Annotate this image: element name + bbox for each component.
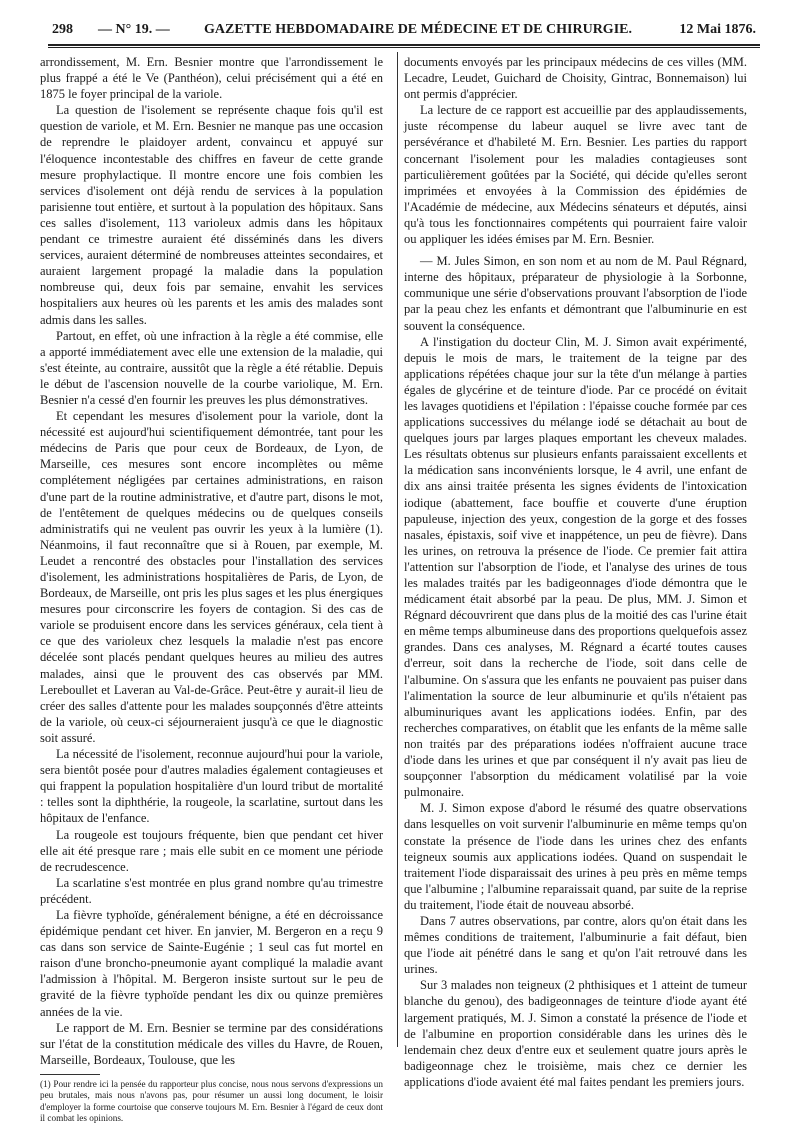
- issue-number: — N° 19. —: [98, 22, 170, 37]
- paragraph: arrondissement, M. Ern. Besnier montre que l'arrondissement le plus frappé a été le Ve (Panthéon), celui précisément qui a été en 1875 le foyer principal de la variole.: [40, 55, 383, 102]
- paragraph: A l'instigation du docteur Clin, M. J. Simon avait expérimenté, depuis le mois de mars, le traitement de la teigne par des applications répétées chaque jour sur la tête d'un mélange à parties égales de glycérine et de teinture d'iode. Par ce procédé on évitait les lavages quotidiens et l'épilation : l'épaisse couche formée par ces applications successives du mélange iodé se détachait au bout de quelques jours par larges plaques emportant les cheveux malades. Les résultats obtenus sur plusieurs enfants paraissaient excellents et la médication sans inconvénients lorsque, le 4 avril, une enfant de dix ans ainsi traitée présenta les signes évidents de l'intoxication iodique (abattement, face bouffie et couverte d'une éruption papuleuse, injection des yeux, congestion de la gorge et des fosses nasales, épistaxis, soif vive et inappétence, un peu de fièvre). Dans les urines, on retrouva la présence de l'iode. Ce premier fait attira l'attention sur l'absorption de l'iode, et l'analyse des urines de tous les malades traités par les badigeonnages d'iode démontra que le médicament était absorbé par la peau. De plus, MM. J. Simon et Régnard découvrirent que dans plus de la moitié des cas l'urine était en même temps albumineuse dans des proportions quelquefois assez grandes. Dans ces analyses, M. Régnard a écarté toutes causes d'erreur, soit dans la recherche de l'iode, soit dans celle de l'albumine. On s'assura que les enfants ne pouvaient pas puiser dans l'alimentation la source de leur albuminurie et qu'ils n'étaient pas albuminuriques avant les applications iodées. Enfin, par des recherches comparatives, on établit que les enfants de la même salle non traités par des préparations iodées n'offraient aucune trace d'iode dans les urines et que par conséquent il n'y avait pas lieu de soupçonner l'absorption du médicament volatilisé par la voie pulmonaire.: [404, 334, 747, 800]
- paragraph: La rougeole est toujours fréquente, bien que pendant cet hiver elle ait été presque rare ; mais elle subit en ce moment une période de recrudescence.: [40, 827, 383, 874]
- paragraph: Partout, en effet, où une infraction à la règle a été commise, elle a apporté immédiatement avec elle une extension de la maladie, qui s'est éteinte, au contraire, aussitôt que la règle a été rétablie. Depuis le début de l'ascension nouvelle de la courbe variolique, M. Ern. Besnier n'a cessé d'en fournir les preuves les plus démonstratives.: [40, 328, 383, 407]
- journal-title: GAZETTE HEBDOMADAIRE DE MÉDECINE ET DE CHIRURGIE.: [204, 22, 632, 37]
- paragraph: La nécessité de l'isolement, reconnue aujourd'hui pour la variole, sera bientôt posée pour d'autres maladies également contagieuses et qui frappent la population hospitalière d'un lourd tribut de mortalité : telles sont la diphthérie, la rougeole, la scarlatine, surtout dans les hôpitaux de l'enfance.: [40, 747, 383, 826]
- left-column: [40, 54, 383, 1124]
- paragraph: La question de l'isolement se représente chaque fois qu'il est question de variole, et M. Ern. Besnier ne manque pas une occasion de reprendre le plaidoyer ardent, convaincu et appuyé sur l'éloquence incontestable des chiffres en faveur de cette grande mesure prophylactique. Il montre encore une fois combien les services d'isolement ont déjà rendu de services à la population parisienne tout entière, et surtout à la population des hôpitaux. Sans ces salles d'isolement, 113 varioleux admis dans les hôpitaux pendant ce trimestre auraient été disséminés dans les divers services, auraient déterminé de nombreuses atteintes secondaires, et auraient largement propagé la maladie dans la population nombreuse qui, deux fois par semaine, envahit les services hospitaliers aux heures où les parents et les amis des malades sont admis dans les salles.: [40, 103, 383, 327]
- footnote: (1) Pour rendre ici la pensée du rapporteur plus concise, nous nous servons d'expressions un peu brutales, mais nous n'avons pas, pour résumer un aussi long document, le loisir d'employer la forme courtoise que conserve toujours M. Ern. Besnier à l'égard de ceux dont il combat les opinions.: [40, 1078, 383, 1124]
- paragraph: Et cependant les mesures d'isolement pour la variole, dont la nécessité est aujourd'hui scientifiquement démontrée, tant pour les médecins de Paris que pour ceux de Bordeaux, de Lyon, de Marseille, ces mesures sont encore incomplètes ou même complétement négligées par certaines administrations, en raison d'une part de la routine administrative, et d'autre part, disons le mot, de l'entêtement de quelques médecins ou de quelques conseils administratifs qui ne veulent pas ouvrir les yeux à la lumière (1). Néanmoins, il faut reconnaître que si à Rouen, par exemple, M. Leudet a rencontré des obstacles pour l'installation des services d'isolement, les administrations hospitalières de Paris, de Lyon, de Bordeaux, de Marseille, ont pris les plus sages et les plus énergiques mesures pour circonscrire les foyers de contagion. Si des cas de variole se produisent encore dans les services généraux, cela tient à ce que des varioleux chez lesquels la maladie n'est pas encore décelée sont placés pendant quelques heures au milieu des autres malades, ainsi que le prouvent des cas observés par MM. Lereboullet et Laveran au Val-de-Grâce. Peut-être y aurait-il lieu de créer des salles d'attente pour les malades soupçonnés d'être atteints de la variole, où ceux-ci séjourneraient jusqu'à ce que le diagnostic soit assuré.: [40, 409, 383, 745]
- running-header: [48, 22, 760, 44]
- paragraph: Le rapport de M. Ern. Besnier se termine par des considérations sur l'état de la constitution médicale des villes du Havre, de Rouen, Marseille, Bordeaux, Toulouse, que les: [40, 1020, 383, 1067]
- paragraph: — M. Jules Simon, en son nom et au nom de M. Paul Régnard, interne des hôpitaux, préparateur de physiologie à la Sorbonne, communique une série d'observations prouvant l'absorption de l'iode par la peau chez les enfants et démontrant que l'albuminurie en est souvent la conséquence.: [404, 254, 747, 333]
- paragraph: documents envoyés par les principaux médecins de ces villes (MM. Lecadre, Leudet, Guichard de Choisity, Gintrac, Bonnemaison) lui ont permis d'apprécier.: [404, 55, 747, 102]
- paragraph: La fièvre typhoïde, généralement bénigne, a été en décroissance épidémique pendant cet hiver. En janvier, M. Bergeron en a reçu 9 cas dans son service de Sainte-Eugénie ; 1 seul cas fut mortel en raison d'une broncho-pneumonie ayant compliqué la maladie avant l'admission à l'hôpital. M. Bergeron insiste surtout sur le peu de gravité de la fièvre typhoïde pendant les dix ou quinze premières années de la vie.: [40, 907, 383, 1019]
- footnote-rule: [40, 1074, 100, 1075]
- paragraph: La lecture de ce rapport est accueillie par des applaudissements, juste récompense du labeur auquel se livre avec tant de persévérance et d'habileté M. Ern. Besnier. Les parties du rapport concernant l'isolement pour les maladies contagieuses sont particulièrement goûtées par la Société, qui décide qu'elles seront imprimées et envoyées à la Commission des épidémies de l'Académie de médecine, aux Médecins sénateurs et députés, ainsi qu'à tous les fonctionnaires compétents qui pourraient faire valoir ou appliquer les idées émises par M. Ern. Besnier.: [404, 103, 747, 247]
- column-divider: [397, 52, 398, 1047]
- header-rule: [48, 44, 760, 46]
- page-number: 298: [52, 22, 73, 37]
- header-rule-thin: [48, 47, 760, 48]
- paragraph: Sur 3 malades non teigneux (2 phthisiques et 1 atteint de tumeur blanche du genou), des badigeonnages de teinture d'iode ayant été largement pratiqués, M. J. Simon a constaté la présence de l'iode et de l'albumine en proportion considérable dans les urines dès le lendemain chez deux d'entre eux et seulement quatre jours après le badigeonnage chez le troisième, mais chez ce dernier les applications d'iode avaient été mal faites pendant les premiers jours.: [404, 978, 747, 1089]
- paragraph: M. J. Simon expose d'abord le résumé des quatre observations dans lesquelles on voit survenir l'albuminurie en même temps qu'on constate la présence de l'iode dans les urines chez des enfants teigneux soumis aux applications iodées. Quand on suspendait le traitement l'iode disparaissait des urines à peu près en même temps que l'albumine ; l'albumine reparaissait quand, par suite de la reprise du traitement, l'iode était de nouveau absorbé.: [404, 801, 747, 912]
- paragraph: La scarlatine s'est montrée en plus grand nombre qu'au trimestre précédent.: [40, 875, 383, 906]
- issue-date: 12 Mai 1876.: [679, 22, 756, 37]
- paragraph: Dans 7 autres observations, par contre, alors qu'on était dans les mêmes conditions de traitement, l'albuminurie a fait défaut, bien que l'iode ait pénétré dans le sang et qu'on l'ait retrouvé dans les urines.: [404, 913, 747, 977]
- right-column: [404, 54, 747, 1089]
